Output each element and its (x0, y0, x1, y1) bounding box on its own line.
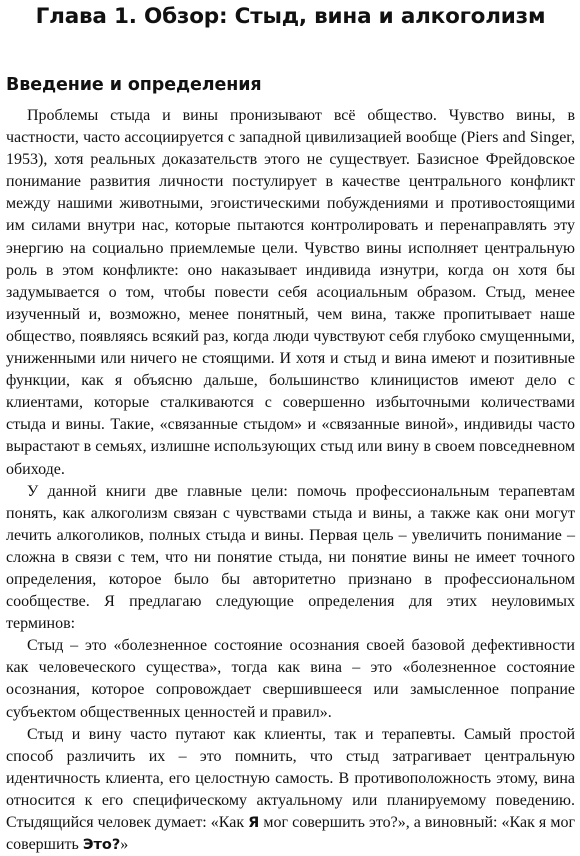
paragraph-4 (6, 724, 575, 856)
chapter-title: Глава 1. Обзор: Стыд, вина и алкоголизм (35, 4, 546, 29)
paragraph-4-text-c: » (120, 836, 129, 854)
document-page (6, 0, 575, 856)
section-title: Введение и определения (6, 75, 262, 95)
paragraph-4-text-a: Стыд и вину часто путают как клиенты, так и терапевты. Самый простой способ различить их – это помнить, что стыд затрагивает центральную идентичность клиента, его целостную самость. В противоположность этому, вина относится к его специфическому актуальному или планируемому поведению. Стыдящийся человек думает: «Как (6, 725, 575, 831)
emphasis-i: Я (248, 815, 260, 831)
emphasis-this: Это? (82, 837, 121, 854)
paragraph-definitions: Стыд – это «болезненное состояние осознания своей базовой дефективности как человеческого существа», тогда как вина – это «болезненное состояние осознания, которое сопровождает свершившееся или замысленное попрание субъектом общественных ценностей и правил». (6, 637, 575, 721)
paragraph-4-text-b: мог совершить это?», а виновный: «Как я мог совершить (6, 814, 575, 854)
paragraph-1: Проблемы стыда и вины пронизывают всё общество. Чувство вины, в частности, часто ассоциируется с западной цивилизацией вообще (Piers and Singer, 1953), хотя реальных доказательств этого не существует. Базисное Фрейдовское понимание развития личности постулирует в качестве центрального конфликт между нашими животными, эгоистическими побуждениями и противостоящими им силами внутри нас, которые пытаются контролировать и перенаправлять эту энергию на социально приемлемые цели. Чувство вины исполняет центральную роль в этом конфликте: оно наказывает индивида изнутри, когда он хотя бы задумывается о том, чтобы повести себя асоциальным образом. Стыд, менее изученный и, возможно, менее понятный, чем вина, также пропитывает наше общество, появляясь всякий раз, когда люди чувствуют себя глубоко смущенными, униженными или ничего не стоящими. И хотя и стыд и вина имеют и позитивные функции, как я объясню дальше, большинство клиницистов имеют дело с клиентами, которые сталкиваются с совершенно избыточными количествами стыда и вины. Такие, «связанные стыдом» и «связанные виной», индивиды часто вырастают в семьях, излишне использующих стыд или вину в своем повседневном обиходе. (6, 107, 575, 478)
paragraph-2: У данной книги две главные цели: помочь профессиональным терапевтам понять, как алкоголизм связан с чувствами стыда и вины, а также как они могут лечить алкоголиков, полных стыда и вины. Первая цель – увеличить понимание – сложна в связи с тем, что ни понятие стыда, ни понятие вины не имеет точного определения, которое было бы авторитетно признано в профессиональном сообществе. Я предлагаю следующие определения для этих неуловимых терминов: (6, 482, 575, 633)
body-text (6, 105, 575, 856)
